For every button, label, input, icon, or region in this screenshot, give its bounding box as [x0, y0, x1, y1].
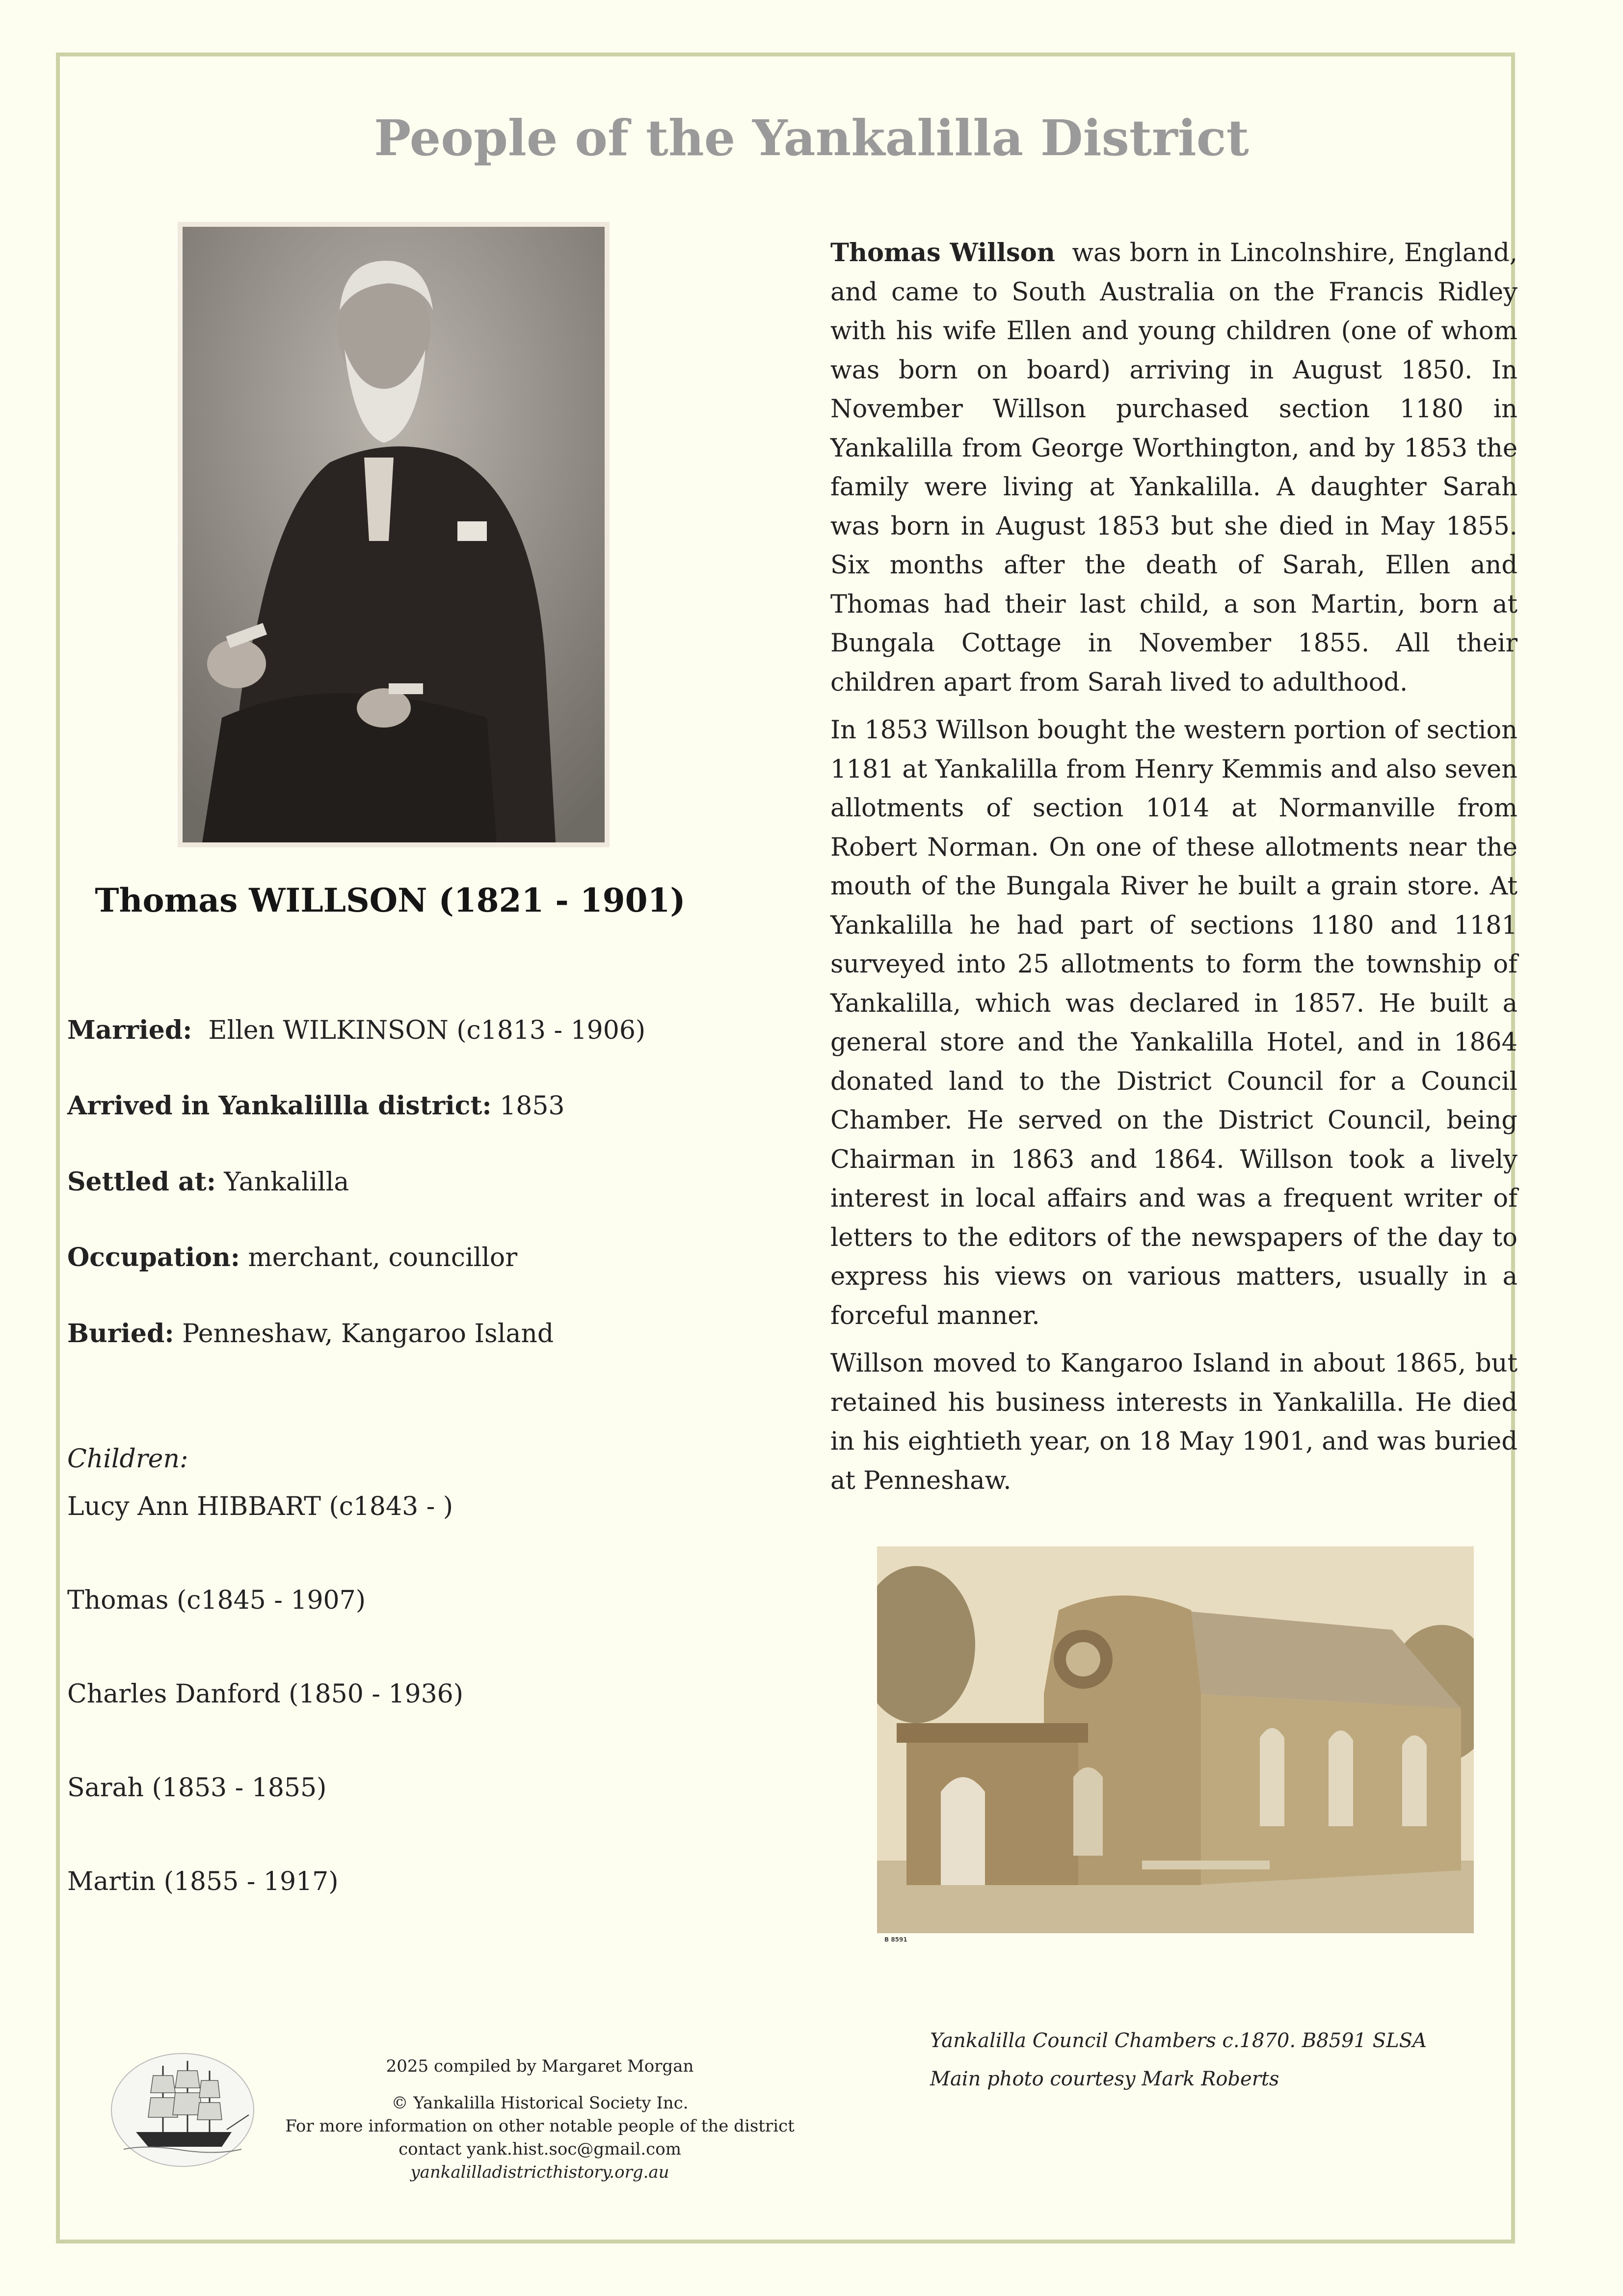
fact-value: Penneshaw, Kangaroo Island [182, 1319, 554, 1349]
footer [275, 2055, 805, 2184]
children-list [67, 1491, 779, 1960]
list-item: Charles Danford (1850 - 1936) [67, 1679, 464, 1709]
subject-name: Thomas WILLSON (1821 - 1901) [95, 881, 686, 919]
fact-label: Buried: [67, 1318, 174, 1349]
bio-paragraph-3: Willson moved to Kangaroo Island in about 1865, but retained his business interests in Yankalilla. He died in his eightieth year, on 18 May 1901, and was buried at Penneshaw. [830, 1349, 1517, 1495]
list-item: Lucy Ann HIBBART (c1843 - ) [67, 1492, 453, 1521]
fact-label: Arrived in Yankalillla district: [67, 1091, 492, 1121]
bio-paragraph-2: In 1853 Willson bought the western portion of section 1181 at Yankalilla from Henry Kemmis and also seven allotments of section 1014 at Normanville from Robert Norman. On one of these allotments near the mouth of the Bungala River he built a grain store. At Yankalilla he had part of sections 1180 and 1181 surveyed into 25 allotments to form the township of Yankalilla, which was declared in 1857. He built a general store and the Yankalilla Hotel, and in 1864 donated land to the District Council for a Council Chamber. He served on the District Council, being Chairman in 1863 and 1864. Willson took a lively interest in local affairs and was a frequent writer of letters to the editors of the newspapers of the day to express his views on various matters, usually in a forceful manner. [830, 716, 1517, 1330]
children-heading: Children: [67, 1444, 188, 1474]
fact-label: Settled at: [67, 1166, 216, 1197]
list-item: Thomas (c1845 - 1907) [67, 1586, 366, 1615]
fact-label: Married: [67, 1015, 192, 1045]
caption-line: Main photo courtesy Mark Roberts [930, 2068, 1279, 2090]
portrait-photo [178, 222, 610, 847]
list-item: Martin (1855 - 1917) [67, 1867, 339, 1896]
list-item: Sarah (1853 - 1855) [67, 1773, 327, 1803]
fact-settled [67, 1167, 779, 1197]
footer-compiled: 2025 compiled by Margaret Morgan [386, 2056, 694, 2076]
fact-value: Yankalilla [224, 1167, 349, 1197]
bio-lead-name: Thomas Willson [830, 238, 1055, 268]
bio-paragraph-1 [830, 234, 1517, 702]
footer-contact: contact yank.hist.soc@gmail.com [399, 2139, 681, 2159]
facts-list [67, 1015, 779, 1394]
fact-value: Ellen WILKINSON (c1813 - 1906) [208, 1016, 646, 1045]
fact-label: Occupation: [67, 1243, 240, 1273]
photo-captions [930, 2022, 1494, 2098]
footer-website: yankalilladistricthistory.org.au [410, 2162, 669, 2182]
fact-value: merchant, councillor [248, 1243, 518, 1273]
bio-text: was born in Lincolnshire, England, and came to South Australia on the Francis Ridley with his wife Ellen and young children (one of whom was born on board) arriving in August 1850. In November Willson purchased section 1180 in Yankalilla from George Worthington, and by 1853 the family were living at Yankalilla. A daughter Sarah was born in August 1853 but she died in May 1855. Six months after the death of Sarah, Ellen and Thomas had their last child, a son Martin, born at Bungala Cottage in November 1855. All their children apart from Sarah lived to adulthood. [830, 239, 1517, 697]
fact-value: 1853 [500, 1091, 565, 1121]
photo-reference: B 8591 [884, 1936, 907, 1943]
council-chambers-photo [877, 1546, 1474, 1933]
fact-buried [67, 1319, 779, 1349]
ship-logo-icon [109, 2051, 256, 2169]
biography [830, 234, 1517, 1509]
fact-married [67, 1015, 779, 1046]
footer-copyright: © Yankalilla Historical Society Inc. [391, 2093, 689, 2113]
caption-line: Yankalilla Council Chambers c.1870. B8591 SLSA [930, 2029, 1427, 2052]
footer-info: For more information on other notable people of the district [285, 2116, 795, 2136]
fact-arrived [67, 1091, 779, 1121]
fact-occupation [67, 1243, 779, 1273]
page-title: People of the Yankalilla District [374, 109, 1249, 167]
